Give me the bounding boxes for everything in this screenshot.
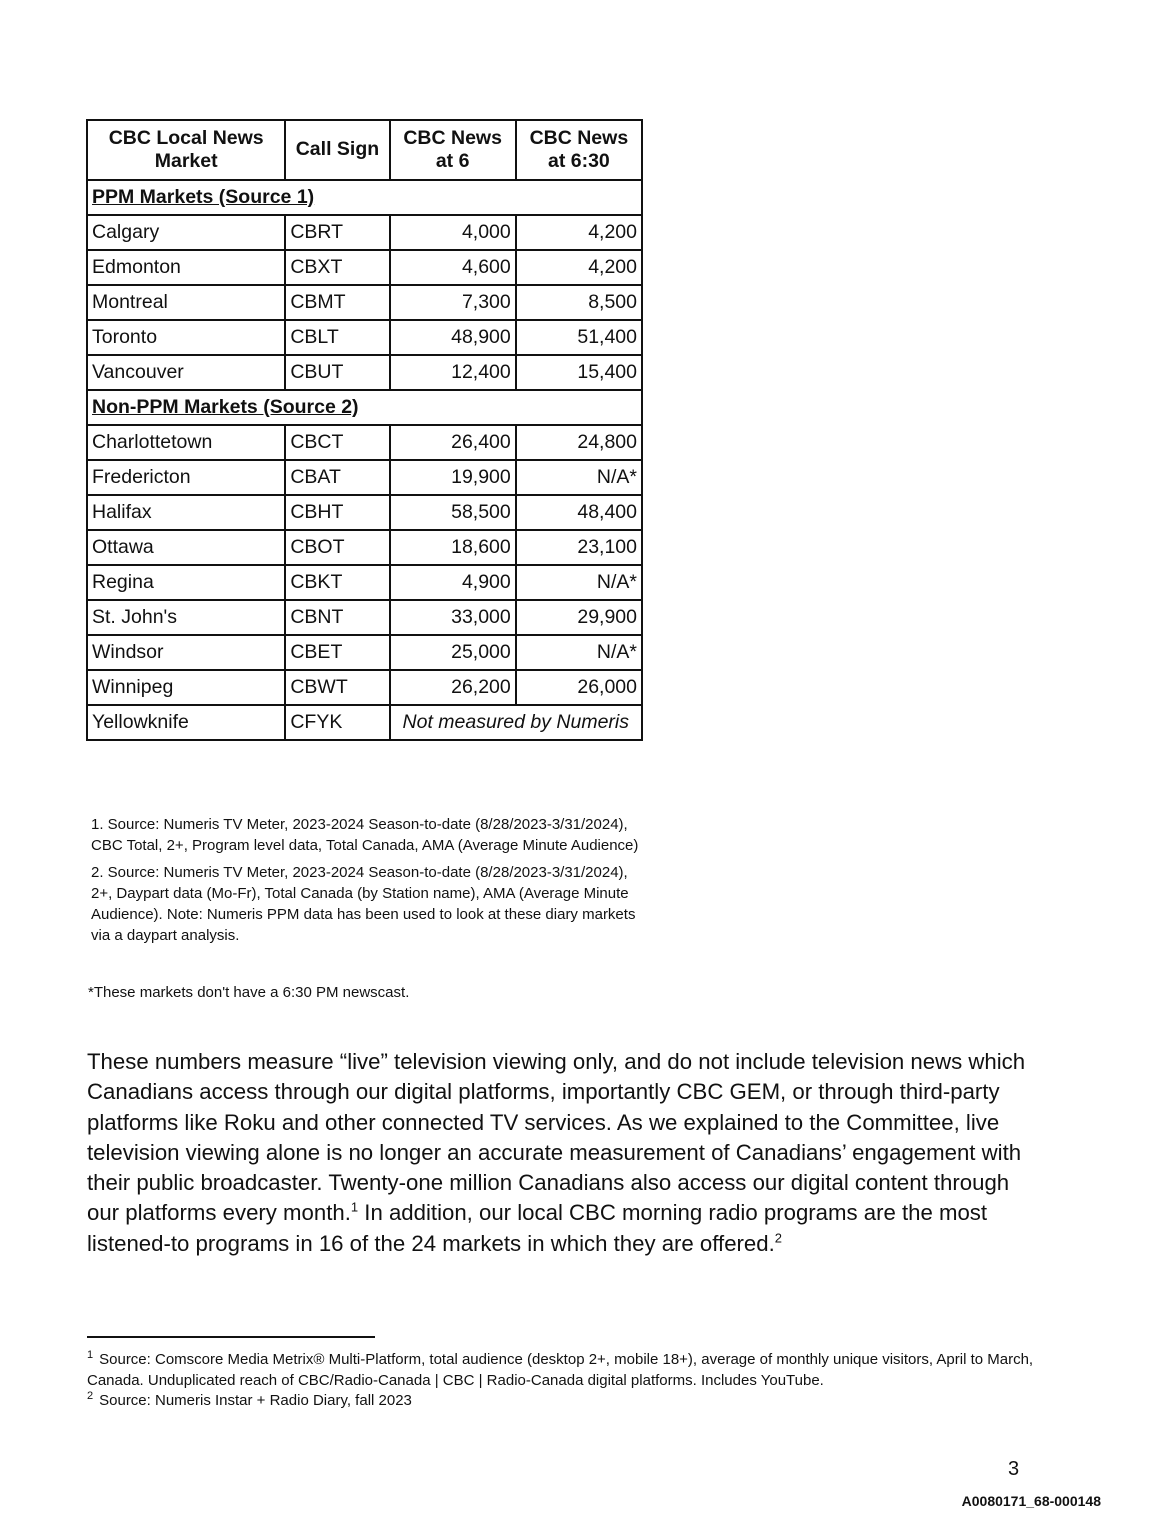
call-sign-cell: CFYK: [285, 705, 389, 740]
footnote-ref-2: 2: [774, 1230, 783, 1246]
news-at-6-cell: 26,400: [390, 425, 516, 460]
news-at-630-cell: 26,000: [516, 670, 642, 705]
market-cell: Charlottetown: [87, 425, 285, 460]
section-header-row: [87, 180, 642, 215]
table-row: [87, 705, 642, 740]
news-at-630-cell: N/A*: [516, 460, 642, 495]
news-at-630-cell: 4,200: [516, 250, 642, 285]
header-news-at-6: CBC News at 6: [390, 120, 516, 180]
page-number: 3: [1008, 1458, 1020, 1480]
news-at-6-cell: 58,500: [390, 495, 516, 530]
footnote-1: [87, 1350, 1047, 1391]
news-at-6-cell: 4,600: [390, 250, 516, 285]
table-row: [87, 495, 642, 530]
section-header-row: [87, 390, 642, 425]
news-at-6-cell: 33,000: [390, 600, 516, 635]
market-cell: Windsor: [87, 635, 285, 670]
news-at-6-cell: 26,200: [390, 670, 516, 705]
call-sign-cell: CBLT: [285, 320, 389, 355]
footnotes: [87, 1350, 1047, 1412]
call-sign-cell: CBXT: [285, 250, 389, 285]
header-market: CBC Local News Market: [87, 120, 285, 180]
header-call-sign: Call Sign: [285, 120, 389, 180]
news-at-630-cell: N/A*: [516, 635, 642, 670]
table-row: [87, 460, 642, 495]
market-cell: Ottawa: [87, 530, 285, 565]
footnote-1-text: Source: Comscore Media Metrix® Multi-Platform, total audience (desktop 2+, mobile 18+), average of monthly unique visitors, April to March, Canada. Unduplicated reach of CBC/Radio-Canada | CBC | Radio-Canada digital platforms. Includes YouTube.: [87, 1351, 1034, 1389]
news-at-630-cell: 29,900: [516, 600, 642, 635]
asterisk-note: *These markets don't have a 6:30 PM newscast.: [88, 984, 410, 1001]
news-at-6-cell: 4,000: [390, 215, 516, 250]
news-at-6-cell: 48,900: [390, 320, 516, 355]
table-row: [87, 250, 642, 285]
section-title: Non-PPM Markets (Source 2): [87, 390, 642, 425]
call-sign-cell: CBCT: [285, 425, 389, 460]
market-cell: Winnipeg: [87, 670, 285, 705]
footnote-2-number: 2: [87, 1390, 94, 1402]
call-sign-cell: CBOT: [285, 530, 389, 565]
table-row: [87, 285, 642, 320]
footnote-2-text: Source: Numeris Instar + Radio Diary, fall 2023: [99, 1392, 412, 1409]
call-sign-cell: CBKT: [285, 565, 389, 600]
market-cell: Vancouver: [87, 355, 285, 390]
call-sign-cell: CBWT: [285, 670, 389, 705]
table-row: [87, 320, 642, 355]
news-at-630-cell: 24,800: [516, 425, 642, 460]
news-at-630-cell: 15,400: [516, 355, 642, 390]
news-at-630-cell: 4,200: [516, 215, 642, 250]
section-title: PPM Markets (Source 1): [87, 180, 642, 215]
news-audience-table: [86, 119, 643, 741]
table-header-row: [87, 120, 642, 180]
table-row: [87, 425, 642, 460]
table-row: [87, 355, 642, 390]
not-measured-cell: Not measured by Numeris: [390, 705, 642, 740]
footnote-2: [87, 1391, 1047, 1412]
table-body: [87, 180, 642, 740]
call-sign-cell: CBRT: [285, 215, 389, 250]
table-row: [87, 215, 642, 250]
table-row: [87, 530, 642, 565]
call-sign-cell: CBMT: [285, 285, 389, 320]
body-text-part1: These numbers measure “live” television viewing only, and do not include television news which Canadians access through our digital platforms, importantly CBC GEM, or through third-party platforms like Roku and other connected TV services. As we explained to the Committee, live television viewing alone is no longer an accurate measurement of Canadians’ engagement with their public broadcaster. Twenty-one million Canadians also access our digital content through our platforms every month.: [87, 1049, 1026, 1226]
market-cell: Toronto: [87, 320, 285, 355]
footnote-ref-1: 1: [350, 1200, 359, 1216]
body-text-part2: In addition, our local CBC morning radio programs are the most listened-to programs in 16 of the 24 markets in which they are offered.: [87, 1200, 988, 1256]
call-sign-cell: CBAT: [285, 460, 389, 495]
market-cell: Regina: [87, 565, 285, 600]
market-cell: Calgary: [87, 215, 285, 250]
market-cell: Edmonton: [87, 250, 285, 285]
market-cell: St. John's: [87, 600, 285, 635]
table-row: [87, 600, 642, 635]
source-note-2: 2. Source: Numeris TV Meter, 2023-2024 Season-to-date (8/28/2023-3/31/2024), 2+, Daypart data (Mo-Fr), Total Canada (by Station name), AMA (Average Minute Audience). Note: Numeris PPM data has been used to look at these diary markets via a daypart analysis.: [91, 864, 636, 944]
table-row: [87, 565, 642, 600]
call-sign-cell: CBHT: [285, 495, 389, 530]
news-at-6-cell: 18,600: [390, 530, 516, 565]
news-at-6-cell: 4,900: [390, 565, 516, 600]
market-cell: Montreal: [87, 285, 285, 320]
source-note-1: 1. Source: Numeris TV Meter, 2023-2024 Season-to-date (8/28/2023-3/31/2024), CBC Total, 2+, Program level data, Total Canada, AMA (Average Minute Audience): [91, 816, 639, 854]
news-at-6-cell: 19,900: [390, 460, 516, 495]
market-cell: Fredericton: [87, 460, 285, 495]
news-at-630-cell: 8,500: [516, 285, 642, 320]
news-at-630-cell: 23,100: [516, 530, 642, 565]
call-sign-cell: CBNT: [285, 600, 389, 635]
news-at-6-cell: 25,000: [390, 635, 516, 670]
news-at-6-cell: 7,300: [390, 285, 516, 320]
news-at-630-cell: 51,400: [516, 320, 642, 355]
news-at-6-cell: 12,400: [390, 355, 516, 390]
table-source-notes: [91, 814, 651, 952]
news-at-630-cell: N/A*: [516, 565, 642, 600]
document-id: A0080171_68-000148: [961, 1493, 1101, 1509]
news-at-630-cell: 48,400: [516, 495, 642, 530]
call-sign-cell: CBUT: [285, 355, 389, 390]
header-news-at-630: CBC News at 6:30: [516, 120, 642, 180]
market-cell: Yellowknife: [87, 705, 285, 740]
market-cell: Halifax: [87, 495, 285, 530]
body-paragraph: [87, 1047, 1047, 1259]
table-row: [87, 670, 642, 705]
footnote-1-number: 1: [87, 1349, 94, 1361]
call-sign-cell: CBET: [285, 635, 389, 670]
footnote-separator: [87, 1336, 375, 1338]
table-row: [87, 635, 642, 670]
